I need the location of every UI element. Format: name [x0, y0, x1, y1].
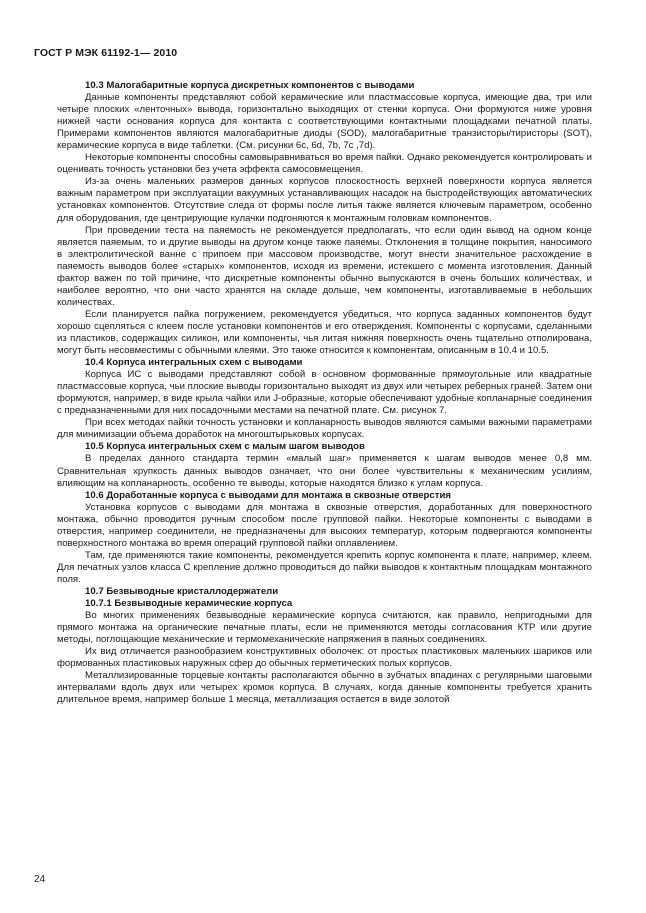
paragraph: Из-за очень маленьких размеров данных корпусов плоскостность верхней поверхности корпуса является важным параметром при эксплуатации вакуумных устанавливающих насадок на быстродействующих автоматических установках компонентов. Отсутствие следа от формы после литья также является ключевым параметром, особенно для оборудования, где центрирующие кулачки подгоняются к монтажным головкам компонентов.: [57, 176, 592, 224]
paragraph: Некоторые компоненты способны самовыравниваться во время пайки. Однако рекомендуется контролировать и оценивать точность установки без учета эффекта самосовмещения.: [57, 152, 592, 176]
paragraph: Их вид отличается разнообразием конструктивных оболочек: от простых пластиковых маленьких шариков или формованных пластиковых наружных сфер до обычных герметических полых корпусов.: [57, 646, 592, 670]
paragraph: Во многих применениях безвыводные керамические корпуса считаются, как правило, непригодными для прямого монтажа на органические печатные платы, если не применяются методы согласования КТР или другие методы, поглощающие механические и термомеханические напряжения в паяных соединениях.: [57, 610, 592, 646]
paragraph: Металлизированные торцевые контакты располагаются обычно в зубчатых впадинах с регулярными шаговыми интервалами вдоль двух или четырех кромок корпуса. В случаях, когда данные компоненты требуется хранить длительное время, например больше 1 месяца, металлизация остается в виде золотой: [57, 670, 592, 706]
body-text: [57, 80, 592, 706]
section-heading: 10.6 Доработанные корпуса с выводами для монтажа в сквозные отверстия: [85, 489, 451, 501]
document-header: ГОСТ Р МЭК 61192-1— 2010: [34, 47, 178, 59]
paragraph: При всех методах пайки точность установки и копланарность выводов являются самыми важными параметрами для минимизации объема доработок на многоштырьковых корпусах.: [57, 417, 592, 441]
paragraph: В пределах данного стандарта термин «малый шаг» применяется к шагам выводов менее 0,8 мм. Сравнительная хрупкость данных выводов означает, что они более чувствительны к механическим усилиям, влияющим на копланарность, особенно те выводы, которые находятся близко к углам корпуса.: [57, 453, 592, 489]
paragraph: Там, где применяются такие компоненты, рекомендуется крепить корпус компонента к плате, например, клеем. Для печатных узлов класса С крепление должно проводиться до пайки выводов к контактным площадкам монтажного поля.: [57, 549, 592, 585]
paragraph: Установка корпусов с выводами для монтажа в сквозные отверстия, доработанных для поверхностного монтажа, обычно проводится ручным способом после групповой пайки. Некоторые компоненты с выводами в отверстия, например соединители, не предназначены для высоких температур, которым подвергаются компоненты поверхностного монтажа во время операций групповой пайки оплавлением.: [57, 501, 592, 549]
paragraph: Данные компоненты представляют собой керамические или пластмассовые корпуса, имеющие два, три или четыре плоских «ленточных» вывода, горизонтально выходящих от стенки корпуса. Они формуются ниже уровня нижней части основания корпуса для контакта с соответствующими контактными площадками печатной платы. Примерами компонентов являются малогабаритные диоды (SOD), малогабаритные транзисторы/тиристоры (SOT), керамические корпуса в виде таблетки. (См. рисунки 6с, 6d, 7b, 7c ,7d).: [57, 92, 592, 152]
paragraph: Корпуса ИС с выводами представляют собой в основном формованные прямоугольные или квадратные пластмассовые корпуса, чьи плоские выводы горизонтально выходят из двух или четырех реберных граней. Затем они формуются, например, в виде крыла чайки или J-образные, которые обеспечивают удобные копланарные соединения с предназначенными для них посадочными местами на печатной плате. См. рисунок 7.: [57, 369, 592, 417]
paragraph: Если планируется пайка погружением, рекомендуется убедиться, что корпуса заданных компонентов будут хорошо сцепляться с клеем после установки компонентов и его отверждения. Компоненты с корпусами, сделанными из пластиков, содержащих силикон, или компоненты, чья литая нижняя поверхность очень тщательно отполирована, могут быть несовместимы с обычными клеями. Это также относится к компонентам, описанным в 10.4 и 10.5.: [57, 308, 592, 357]
section-heading: 10.7 Безвыводные кристаллодержатели: [85, 585, 279, 597]
section-heading: 10.4 Корпуса интегральных схем с выводами: [85, 357, 303, 369]
section-heading: 10.3 Малогабаритные корпуса дискретных компонентов с выводами: [85, 80, 415, 91]
page-number: 24: [34, 874, 46, 885]
section-heading: 10.7.1 Безвыводные керамические корпуса: [85, 598, 293, 610]
section-heading: 10.5 Корпуса интегральных схем с малым шагом выводов: [85, 441, 365, 453]
paragraph: При проведении теста на паяемость не рекомендуется предполагать, что если один вывод на одном конце является паяемым, то и другие выводы на другом конце также паяемы. Отклонения в толщине покрытия, наносимого в электролитической ванне с припоем при массовом производстве, могут внести значительное расхождение в паяемость выводов более «старых» компонентов, исходя из времени, истекшего с момента изготовления. Данный фактор важен по той причине, что дискретные компоненты обычно выпускаются в очень больших количествах, и наиболее вероятно, что они часто хранятся на складе дольше, чем компоненты, изготавливаемые в небольших количествах.: [57, 224, 592, 308]
